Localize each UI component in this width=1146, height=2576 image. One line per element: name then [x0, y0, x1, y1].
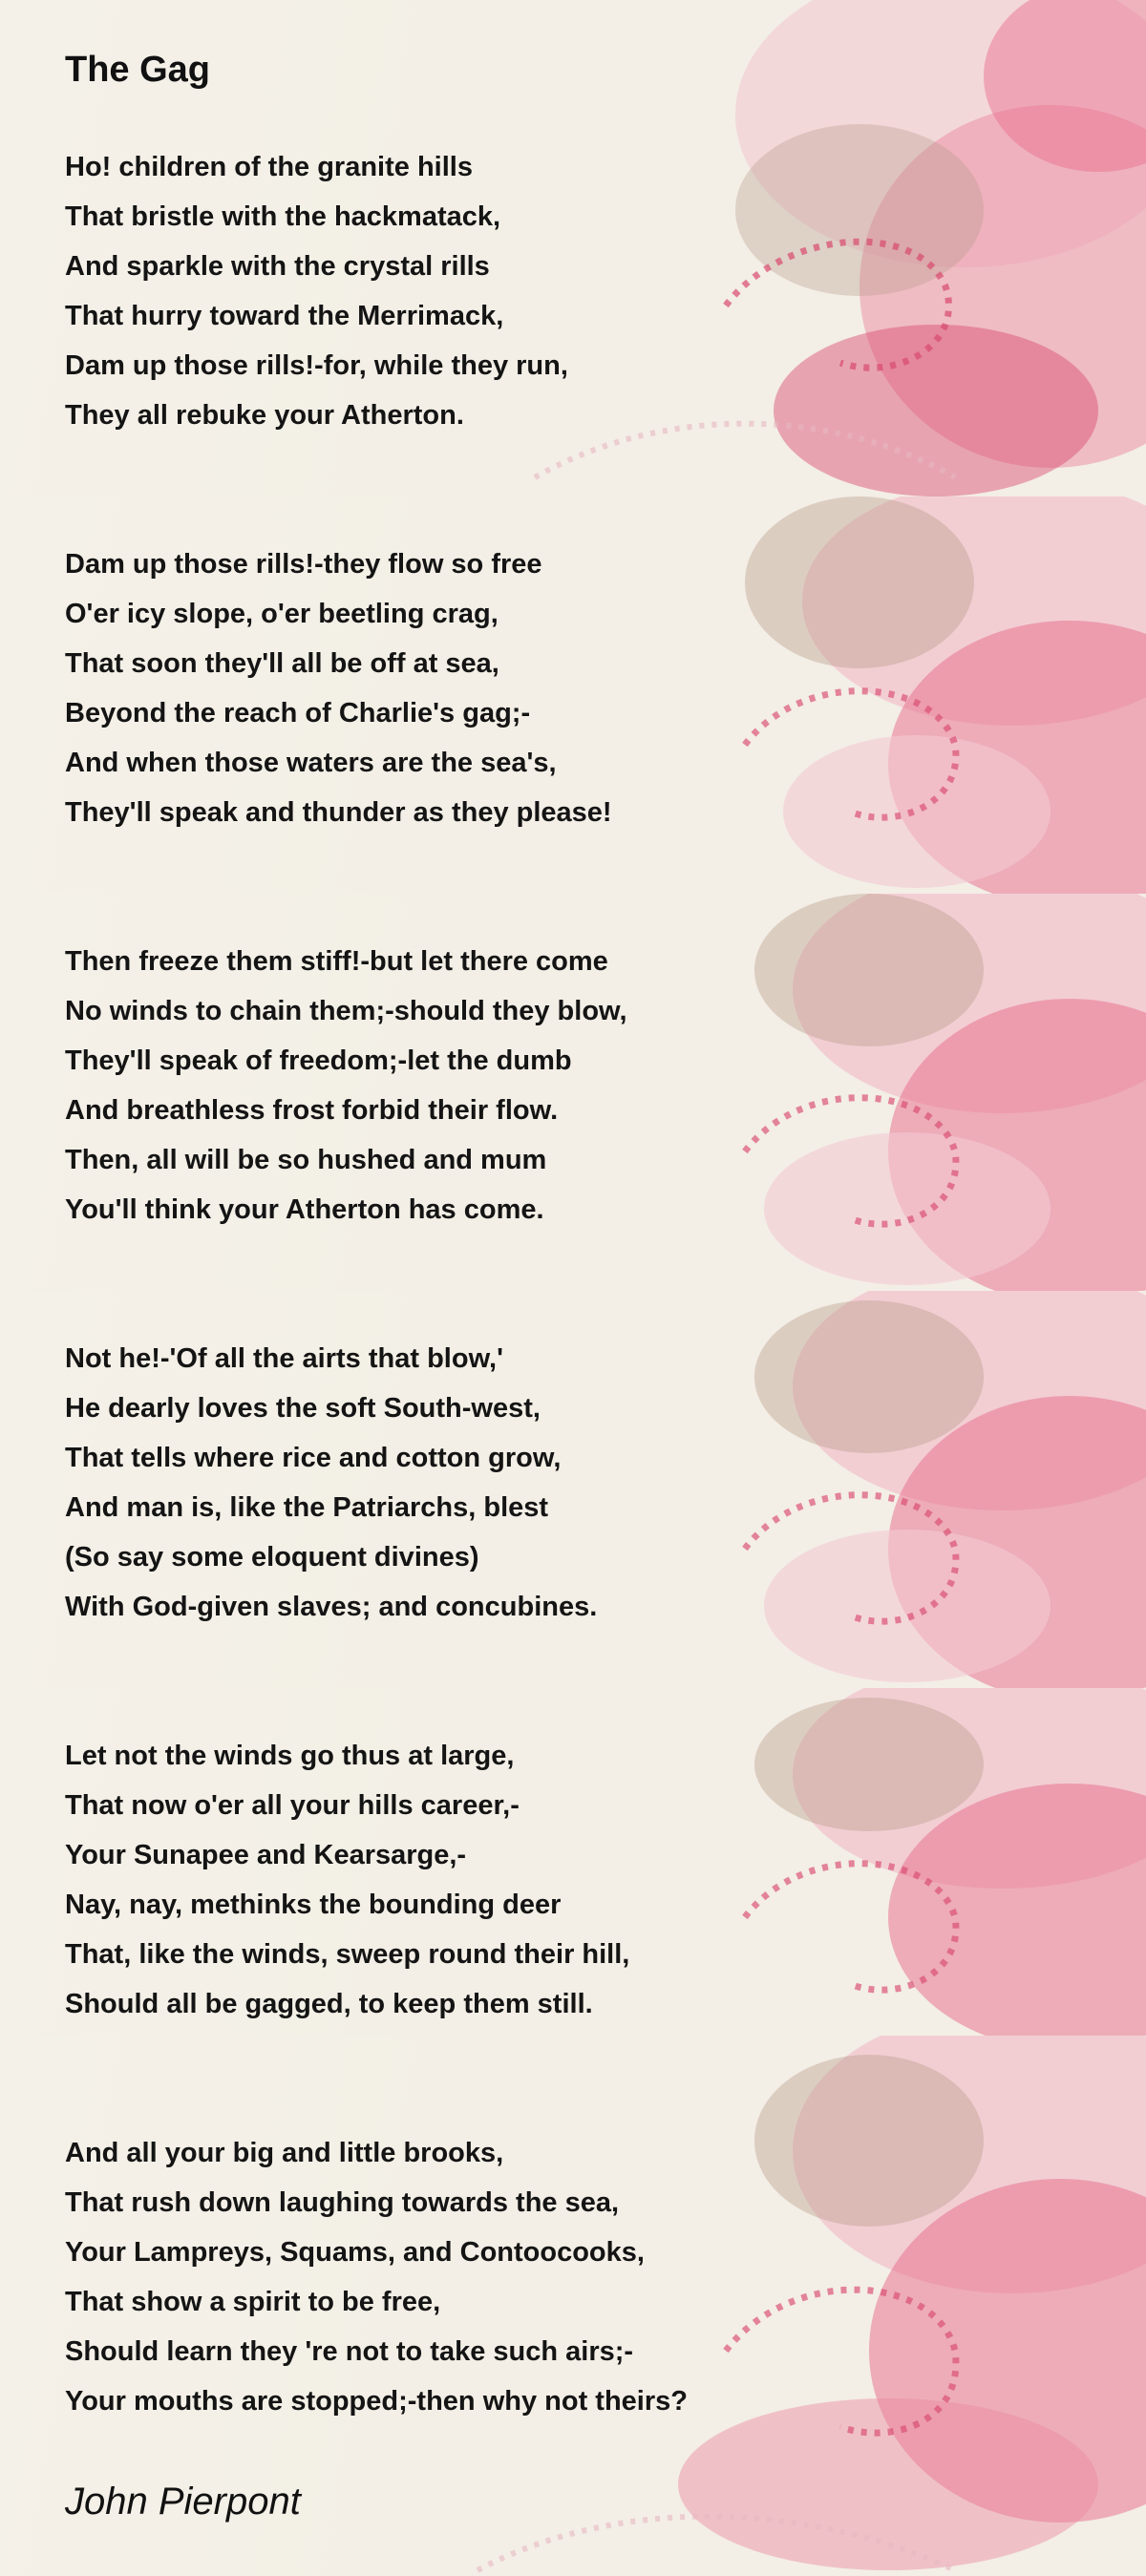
poem-line: Should learn they 're not to take such airs;- [65, 2336, 634, 2367]
poem-line: They'll speak and thunder as they please! [65, 797, 612, 828]
poem-line: (So say some eloquent divines) [65, 1542, 479, 1573]
poem-line: That tells where rice and cotton grow, [65, 1443, 562, 1473]
poem-line: They'll speak of freedom;-let the dumb [65, 1045, 572, 1076]
poem-line: Not he!-'Of all the airts that blow,' [65, 1343, 504, 1374]
stanza-6 [65, 2128, 688, 2426]
poem-line: He dearly loves the soft South-west, [65, 1393, 541, 1424]
stanza-5 [65, 1731, 629, 2029]
poem-line: And sparkle with the crystal rills [65, 251, 490, 282]
poem-line: Your Lampreys, Squams, and Contoocooks, [65, 2237, 645, 2268]
poem-line: Nay, nay, methinks the bounding deer [65, 1890, 562, 1920]
poem-line: Your mouths are stopped;-then why not theirs? [65, 2386, 688, 2417]
poem-line: Should all be gagged, to keep them still. [65, 1989, 593, 2019]
poem-line: Let not the winds go thus at large, [65, 1741, 515, 1771]
poem-line: That soon they'll all be off at sea, [65, 648, 499, 679]
poem-author: John Pierpont [65, 2481, 301, 2523]
poem-line: And when those waters are the sea's, [65, 748, 557, 778]
poem-line: With God-given slaves; and concubines. [65, 1592, 598, 1622]
poem-line: That bristle with the hackmatack, [65, 201, 501, 232]
poem-line: Beyond the reach of Charlie's gag;- [65, 698, 531, 728]
poem-line: That, like the winds, sweep round their hill, [65, 1939, 630, 1970]
stanza-1 [65, 142, 568, 440]
poem-line: That now o'er all your hills career,- [65, 1790, 520, 1821]
poem-line: That show a spirit to be free, [65, 2287, 441, 2317]
poem-line: Ho! children of the granite hills [65, 152, 473, 182]
poem-line: They all rebuke your Atherton. [65, 400, 464, 431]
poem-line: Dam up those rills!-for, while they run, [65, 350, 568, 381]
poem-line: O'er icy slope, o'er beetling crag, [65, 599, 499, 629]
poem-line: No winds to chain them;-should they blow, [65, 996, 627, 1026]
poem-line: You'll think your Atherton has come. [65, 1194, 544, 1225]
poem-line: That hurry toward the Merrimack, [65, 301, 504, 331]
poem-line: Dam up those rills!-they flow so free [65, 549, 542, 580]
poem-line: And all your big and little brooks, [65, 2138, 504, 2168]
poem-line: Then, all will be so hushed and mum [65, 1145, 547, 1175]
poem-line: And breathless frost forbid their flow. [65, 1095, 559, 1126]
stanza-2 [65, 539, 612, 837]
poem-title: The Gag [65, 50, 211, 90]
poem-line: That rush down laughing towards the sea, [65, 2187, 620, 2218]
stanza-4 [65, 1334, 597, 1632]
poem-line: And man is, like the Patriarchs, blest [65, 1492, 549, 1523]
poem-line: Your Sunapee and Kearsarge,- [65, 1840, 467, 1870]
poem-line: Then freeze them stiff!-but let there come [65, 946, 608, 977]
stanza-3 [65, 937, 627, 1235]
